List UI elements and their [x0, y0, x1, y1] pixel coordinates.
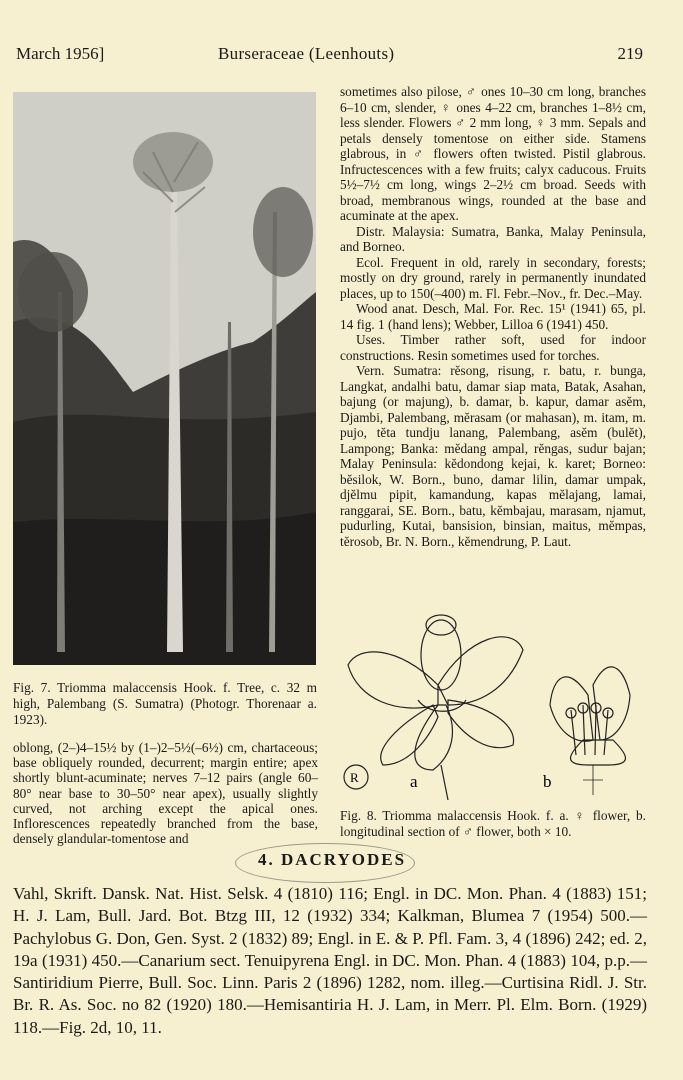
ecology-paragraph: Ecol. Frequent in old, rarely in secondary, forests; mostly on dry ground, rarely in permanently inundated places, up to 150(–400) m. Fl. Febr.–Nov., fr. Dec.–May. — [340, 254, 646, 301]
label-b: b — [543, 772, 552, 791]
genus-heading: 4. DACRYODES — [257, 850, 407, 869]
leaf-description-continued: oblong, (2–)4–15½ by (1–)2–5½(–6½) cm, chartaceous; base obliquely rounded, decurrent; margin entire; apex shortly blunt-acuminate; nerves 7–12 pairs (angle 60–80° near base to 30–50° near apex), usually slightly curved, not arching except the apical ones. Inflorescences repeatedly branched from the base, densely glandular-tomentose and — [13, 740, 318, 847]
wood-anatomy-paragraph: Wood anat. Desch, Mal. For. Rec. 15¹ (1941) 65, pl. 14 fig. 1 (hand lens); Webber, Lilloa 6 (1941) 450. — [340, 301, 646, 332]
inflorescence-description: sometimes also pilose, ♂ ones 10–30 cm long, branches 6–10 cm, slender, ♀ ones 4–22 cm, branches 1–8½ cm, less slender. Flowers ♂ 2 mm long, ♀ 3 mm. Sepals and petals densely tomentose on either side. Stamens glabrous, in ♂ flowers often twisted. Pistil glabrous. Infructescences with a few fruits; calyx caducous. Fruits 5½–7½ cm long, wings 2–2½ cm broad. Seeds with broad, membranous wings, rounded at the base and acuminate at the apex. — [340, 84, 646, 223]
distribution-paragraph: Distr. Malaysia: Sumatra, Banka, Malay Peninsula, and Borneo. — [340, 223, 646, 254]
header-date: March 1956] — [16, 44, 105, 63]
vernacular-names-paragraph: Vern. Sumatra: rĕsong, risung, r. batu, r. bunga, Langkat, andalhi batu, damar siap mata, Batak, Asahan, bajung (or majung), b. damar, b. kapur, damar asĕm, Djambi, Palembang, mĕrasam (or mahasan), m. itam, m. pujo, tĕta tundju lanang, Palembang, asĕm (bulĕt), Lampong; Banka: mĕdang ampal, rĕngas, sudur bajan; Malay Peninsula: kĕdondong kejai, k. karet; Borneo: bĕsilok, W. Born., buno, damar lilin, damar umpak, djĕlmu pipit, kamandung, kapas mĕlajang, lamai, ranggarai, SE. Born., batu, kĕmbajau, marasam, njamut, pudurling, Kutai, bansision, binsian, maitus, mĕmpas, tĕrosob, Br. N. Born., kĕmendrung, P. Laut. — [340, 363, 646, 549]
label-a: a — [410, 772, 418, 791]
genus-synonymy: Vahl, Skrift. Dansk. Nat. Hist. Selsk. 4 (1810) 116; Engl. in DC. Mon. Phan. 4 (1883) 151; H. J. Lam, Bull. Jard. Bot. Btzg III, 12 (1932) 334; Kalkman, Blumea 7 (1954) 500.—Pachylobus G. Don, Gen. Syst. 2 (1832) 89; Engl. in E. & P. Pfl. Fam. 3, 4 (1896) 242; ed. 2, 19a (1931) 450.—Canarium sect. Tenuipyrena Engl. in DC. Mon. Phan. 4 (1883) 104, p.p.—Santiridium Pierre, Bull. Soc. Linn. Paris 2 (1896) 1282, nom. illeg.—Curtisina Ridl. J. Str. Br. R. As. Soc. no 82 (1920) 180.—Hemisantiria H. J. Lam, in Merr. Pl. Elm. Born. (1929) 118.—Fig. 2d, 10, 11. — [13, 884, 647, 1037]
figure-8-drawing — [338, 605, 648, 805]
page-header — [16, 44, 643, 68]
uses-paragraph: Uses. Timber rather soft, used for indoor constructions. Resin sometimes used for torches. — [340, 332, 646, 363]
figure-7-caption: Fig. 7. Triomma malaccensis Hook. f. Tree, c. 32 m high, Palembang (S. Sumatra) (Photogr. Thorenaar a. 1923). — [13, 680, 317, 727]
right-column — [340, 84, 646, 549]
illustrator-logo: R — [350, 770, 359, 785]
figure-8-caption: Fig. 8. Triomma malaccensis Hook. f. a. ♀ flower, b. longitudinal section of ♂ flower, both × 10. — [340, 808, 646, 839]
header-title: Burseraceae (Leenhouts) — [218, 44, 395, 63]
page-number: 219 — [617, 44, 643, 63]
tree-photograph — [13, 92, 316, 665]
